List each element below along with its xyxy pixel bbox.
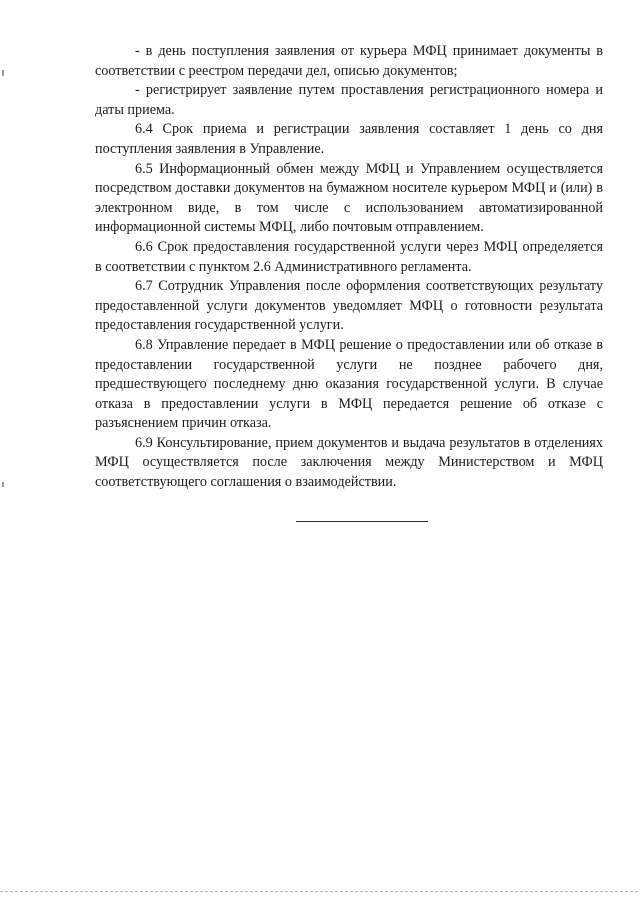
end-separator-line [296, 521, 428, 522]
scan-edge-mark [2, 70, 4, 76]
scan-edge-mark [2, 482, 4, 487]
paragraph-6-7: 6.7 Сотрудник Управления после оформления соответствующих результату предоставленной услуги документов уведомляет МФЦ о готовности результата предоставления государственной услуги. [95, 278, 603, 334]
paragraph-receive-documents: - в день поступления заявления от курьера МФЦ принимает документы в соответствии с реестром передачи дел, описью документов; [95, 43, 603, 79]
document-body [95, 42, 603, 493]
paragraph-6-9: 6.9 Консультирование, прием документов и выдача результатов в отделениях МФЦ осуществляется после заключения между Министерством и МФЦ соответствующего соглашения о взаимодействии. [95, 434, 603, 491]
paragraph-register-application: - регистрирует заявление путем проставления регистрационного номера и даты приема. [95, 82, 603, 118]
scan-bottom-edge [0, 891, 640, 892]
paragraph-6-6: 6.6 Срок предоставления государственной услуги через МФЦ определяется в соответствии с пунктом 2.6 Административного регламента. [95, 238, 603, 275]
paragraph-6-8: 6.8 Управление передает в МФЦ решение о предоставлении или об отказе в предоставлении государственной услуги не позднее рабочего дня, предшествующего последнему дню оказания государственной услуги. В случае отказа в предоставлении услуги в МФЦ передается решение об отказе с разъяснением причин отказа. [95, 336, 603, 432]
paragraph-6-5: 6.5 Информационный обмен между МФЦ и Управлением осуществляется посредством доставки документов на бумажном носителе курьером МФЦ и (или) в электронном виде, в том числе с использованием автоматизированной информационной системы МФЦ, либо почтовым отправлением. [95, 160, 603, 236]
paragraph-6-4: 6.4 Срок приема и регистрации заявления составляет 1 день со дня поступления заявления в Управление. [95, 121, 603, 157]
